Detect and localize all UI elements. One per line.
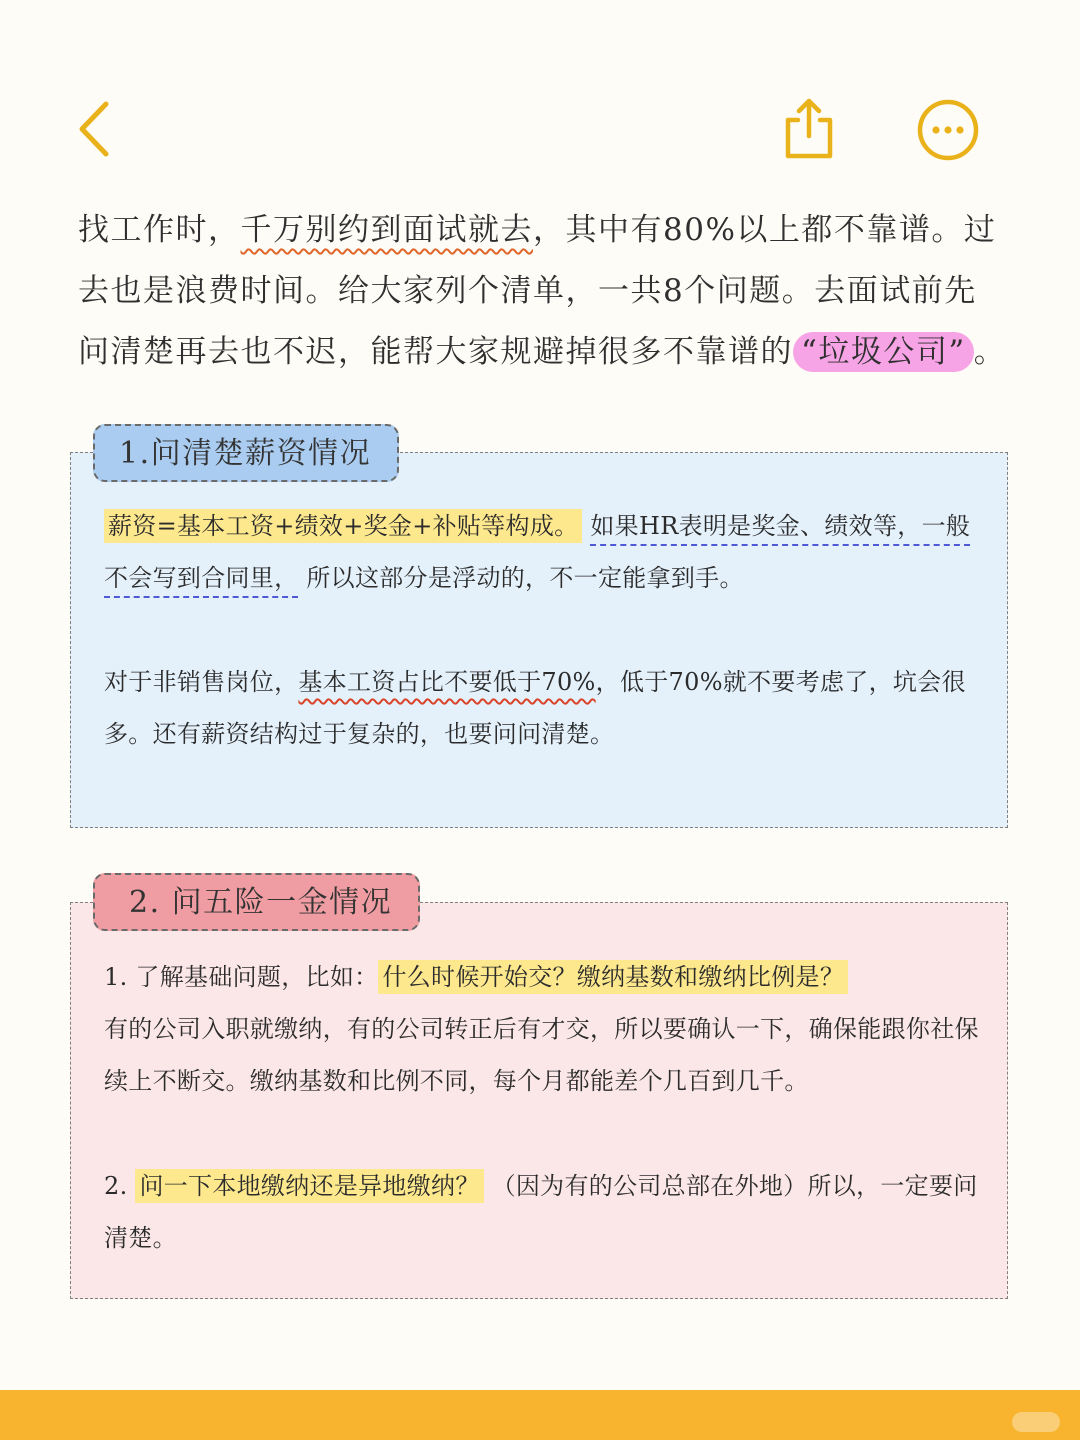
salary-paragraph-2 [104, 656, 984, 760]
salary-section-title: 1.问清楚薪资情况 [93, 424, 399, 482]
salary-paragraph-1 [104, 500, 984, 604]
insurance-item2-highlight: 问一下本地缴纳还是异地缴纳？ [135, 1169, 483, 1203]
salary-p2-start: 对于非销售岗位， [104, 668, 299, 696]
intro-wavy-emphasis: 千万别约到面试就去 [240, 212, 533, 248]
insurance-item-1 [104, 951, 984, 1107]
more-options-icon[interactable] [916, 98, 980, 162]
salary-p2-rest: ，低于70%就不要考虑了，坑会很多。还有薪资结构过于复杂的，也要问问清楚。 [104, 668, 966, 748]
insurance-item1-highlight: 什么时候开始交？缴纳基数和缴纳比例是？ [378, 960, 848, 994]
salary-highlight: 薪资=基本工资+绩效+奖金+补贴等构成。 [104, 509, 582, 543]
insurance-item2-rest: （因为有的公司总部在外地）所以，一定要问清楚。 [104, 1172, 978, 1252]
insurance-item2-start: 2. [104, 1172, 136, 1200]
bottom-bar [0, 1390, 1080, 1440]
insurance-section-title: 2. 问五险一金情况 [93, 873, 420, 931]
salary-dashed-underline: 如果HR表明是奖金、绩效等，一般不会写到合同里， [104, 512, 971, 592]
watermark-badge [1012, 1412, 1060, 1432]
back-chevron-icon[interactable] [72, 98, 116, 160]
insurance-item1-rest: 有的公司入职就缴纳，有的公司转正后有才交，所以要确认一下，确保能跟你社保续上不断交。缴纳基数和比例不同，每个月都能差个几百到几千。 [104, 1015, 979, 1095]
intro-pink-highlight: “垃圾公司” [793, 332, 974, 372]
salary-wavy-emphasis: 基本工资占比不要低于70% [298, 668, 596, 696]
share-icon[interactable] [780, 96, 838, 162]
insurance-item1-start: 1. 了解基础问题，比如： [104, 963, 379, 991]
top-toolbar [0, 0, 1080, 190]
intro-text-start: 找工作时， [78, 212, 241, 248]
intro-text-middle: ，其中有80%以上都不靠谱。过去也是浪费时间。给大家列个清单，一共8个问题。去面试前先问清楚再去也不迟，能帮大家规避掉很多不靠谱的 [78, 212, 997, 370]
intro-paragraph [78, 200, 1008, 383]
intro-text-end: 。 [973, 334, 1007, 370]
insurance-item-2 [104, 1160, 984, 1264]
salary-text-rest: 所以这部分是浮动的，不一定能拿到手。 [306, 564, 744, 592]
